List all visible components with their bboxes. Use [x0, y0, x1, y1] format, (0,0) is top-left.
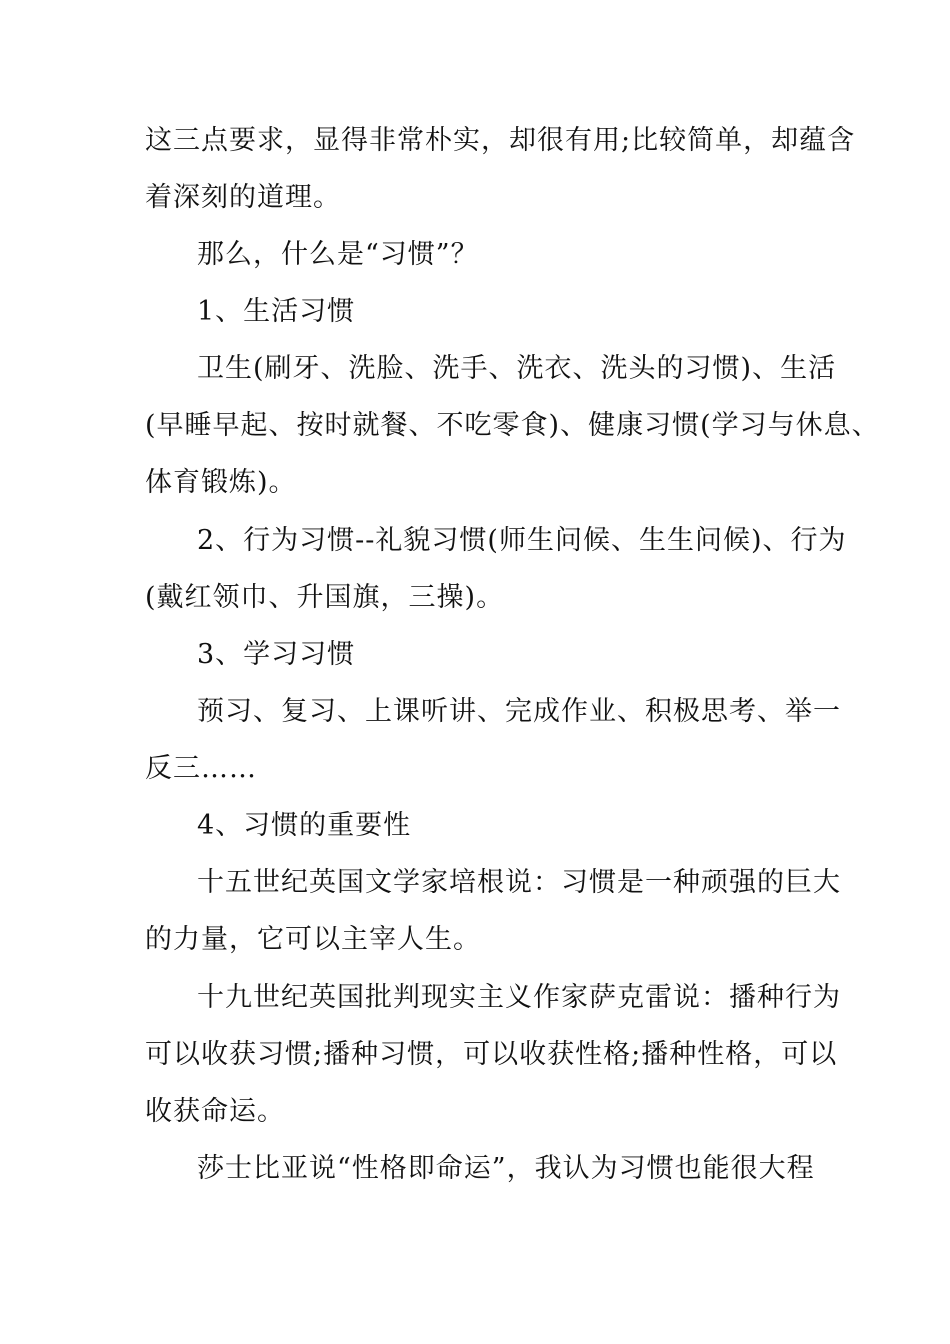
- text-line: 十九世纪英国批判现实主义作家萨克雷说：播种行为: [197, 982, 841, 1013]
- text-line: 十五世纪英国文学家培根说：习惯是一种顽强的巨大: [197, 867, 841, 898]
- section-heading: 3、学习习惯: [197, 639, 356, 670]
- text-line: 可以收获习惯;播种习惯，可以收获性格;播种性格，可以: [145, 1039, 838, 1070]
- section-heading: 4、习惯的重要性: [197, 810, 412, 841]
- text-line: 预习、复习、上课听讲、完成作业、积极思考、举一: [197, 696, 841, 727]
- text-line: 反三……: [145, 753, 257, 784]
- text-line: 收获命运。: [145, 1096, 285, 1127]
- text-line: (早睡早起、按时就餐、不吃零食)、健康习惯(学习与休息、: [145, 410, 880, 441]
- text-line: 这三点要求，显得非常朴实，却很有用;比较简单，却蕴含: [145, 125, 856, 156]
- text-line: (戴红领巾、升国旗，三操)。: [145, 582, 505, 613]
- text-line: 体育锻炼)。: [145, 467, 297, 498]
- text-line: 着深刻的道理。: [145, 182, 341, 213]
- text-line: 2、行为习惯--礼貌习惯(师生问候、生生问候)、行为: [197, 525, 847, 556]
- section-heading: 1、生活习惯: [197, 296, 356, 327]
- text-line: 莎士比亚说“性格即命运”，我认为习惯也能很大程: [197, 1153, 815, 1184]
- text-line: 的力量，它可以主宰人生。: [145, 924, 481, 955]
- text-line: 卫生(刷牙、洗脸、洗手、洗衣、洗头的习惯)、生活: [197, 353, 837, 384]
- text-line: 那么，什么是“习惯”？: [197, 239, 479, 270]
